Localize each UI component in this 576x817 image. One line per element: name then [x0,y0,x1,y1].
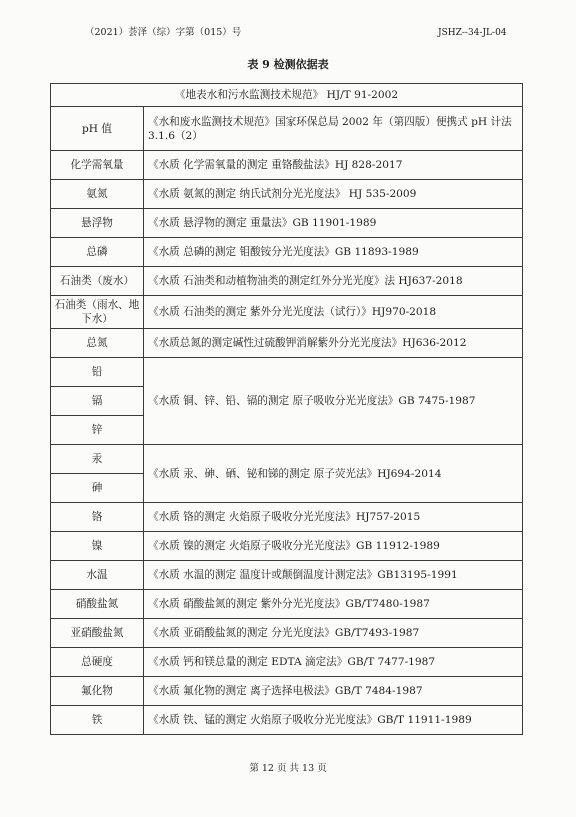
item-method: 《水质总氮的测定碱性过硫酸钾消解紫外分光光度法》HJ636-2012 [144,329,523,358]
item-method: 《水质 悬浮物的测定 重量法》GB 11901-1989 [144,209,523,238]
item-name: 总氮 [51,329,144,358]
item-method: 《水质 氟化物的测定 离子选择电极法》GB/T 7484-1987 [144,677,523,706]
item-name: 铅 [51,358,144,387]
item-method: 《水质 铁、锰的测定 火焰原子吸收分光光度法》GB/T 11911-1989 [144,706,523,735]
item-name: 镍 [51,532,144,561]
item-name: 水温 [51,561,144,590]
item-method: 《水质 化学需氧量的测定 重铬酸盐法》HJ 828-2017 [144,151,523,180]
item-method: 《水质 水温的测定 温度计或颠倒温度计测定法》GB13195-1991 [144,561,523,590]
method-table [50,83,523,735]
item-method: 《水质 石油类和动植物油类的测定红外分光光度》法 HJ637-2018 [144,267,523,296]
item-name: 镉 [51,387,144,416]
item-method: 《水质 石油类的测定 紫外分光光度法（试行）》HJ970-2018 [144,296,523,329]
item-name: 铁 [51,706,144,735]
item-method: 《水质 硝酸盐氮的测定 紫外分光光度法》GB/T7480-1987 [144,590,523,619]
item-method: 《水质 铬的测定 火焰原子吸收分光光度法》HJ757-2015 [144,503,523,532]
item-name: 铬 [51,503,144,532]
item-name: 悬浮物 [51,209,144,238]
item-method: 《水质 镍的测定 火焰原子吸收分光光度法》GB 11912-1989 [144,532,523,561]
item-name: 总硬度 [51,648,144,677]
table-title: 表 9 检测依据表 [247,58,329,71]
item-name: 总磷 [51,238,144,267]
item-name: 石油类（废水） [51,267,144,296]
group2-method: 《水质 汞、砷、硒、铋和锑的测定 原子荧光法》HJ694-2014 [144,445,523,503]
report-number: （2021）荟泽（综）字第（015）号 [85,27,242,38]
item-name: 氟化物 [51,677,144,706]
item-name: 锌 [51,416,144,445]
item-name: 亚硝酸盐氮 [51,619,144,648]
top-row-standard: 《地表水和污水监测技术规范》 HJ/T 91-2002 [51,84,523,107]
page-number: 第 12 页 共 13 页 [249,763,327,774]
item-method: 《水质 氨氮的测定 纳氏试剂分光光度法》 HJ 535-2009 [144,180,523,209]
item-method: 《水质 亚硝酸盐氮的测定 分光光度法》GB/T7493-1987 [144,619,523,648]
item-method: 《水质 钙和镁总量的测定 EDTA 滴定法》GB/T 7477-1987 [144,648,523,677]
item-name: 化学需氧量 [51,151,144,180]
document-code: JSHZ--34-JL-04 [438,28,507,38]
item-name: pH 值 [51,107,144,151]
item-name: 氨氮 [51,180,144,209]
item-method: 《水质 总磷的测定 钼酸铵分光光度法》GB 11893-1989 [144,238,523,267]
item-name: 砷 [51,474,144,503]
group1-method: 《水质 铜、锌、铅、镉的测定 原子吸收分光光度法》GB 7475-1987 [144,358,523,445]
item-name: 汞 [51,445,144,474]
item-name: 硝酸盐氮 [51,590,144,619]
item-method: 《水和废水监测技术规范》国家环保总局 2002 年（第四版）便携式 pH 计法 3.1.6（2） [144,107,523,151]
item-name: 石油类（雨水、地下水） [51,296,144,329]
